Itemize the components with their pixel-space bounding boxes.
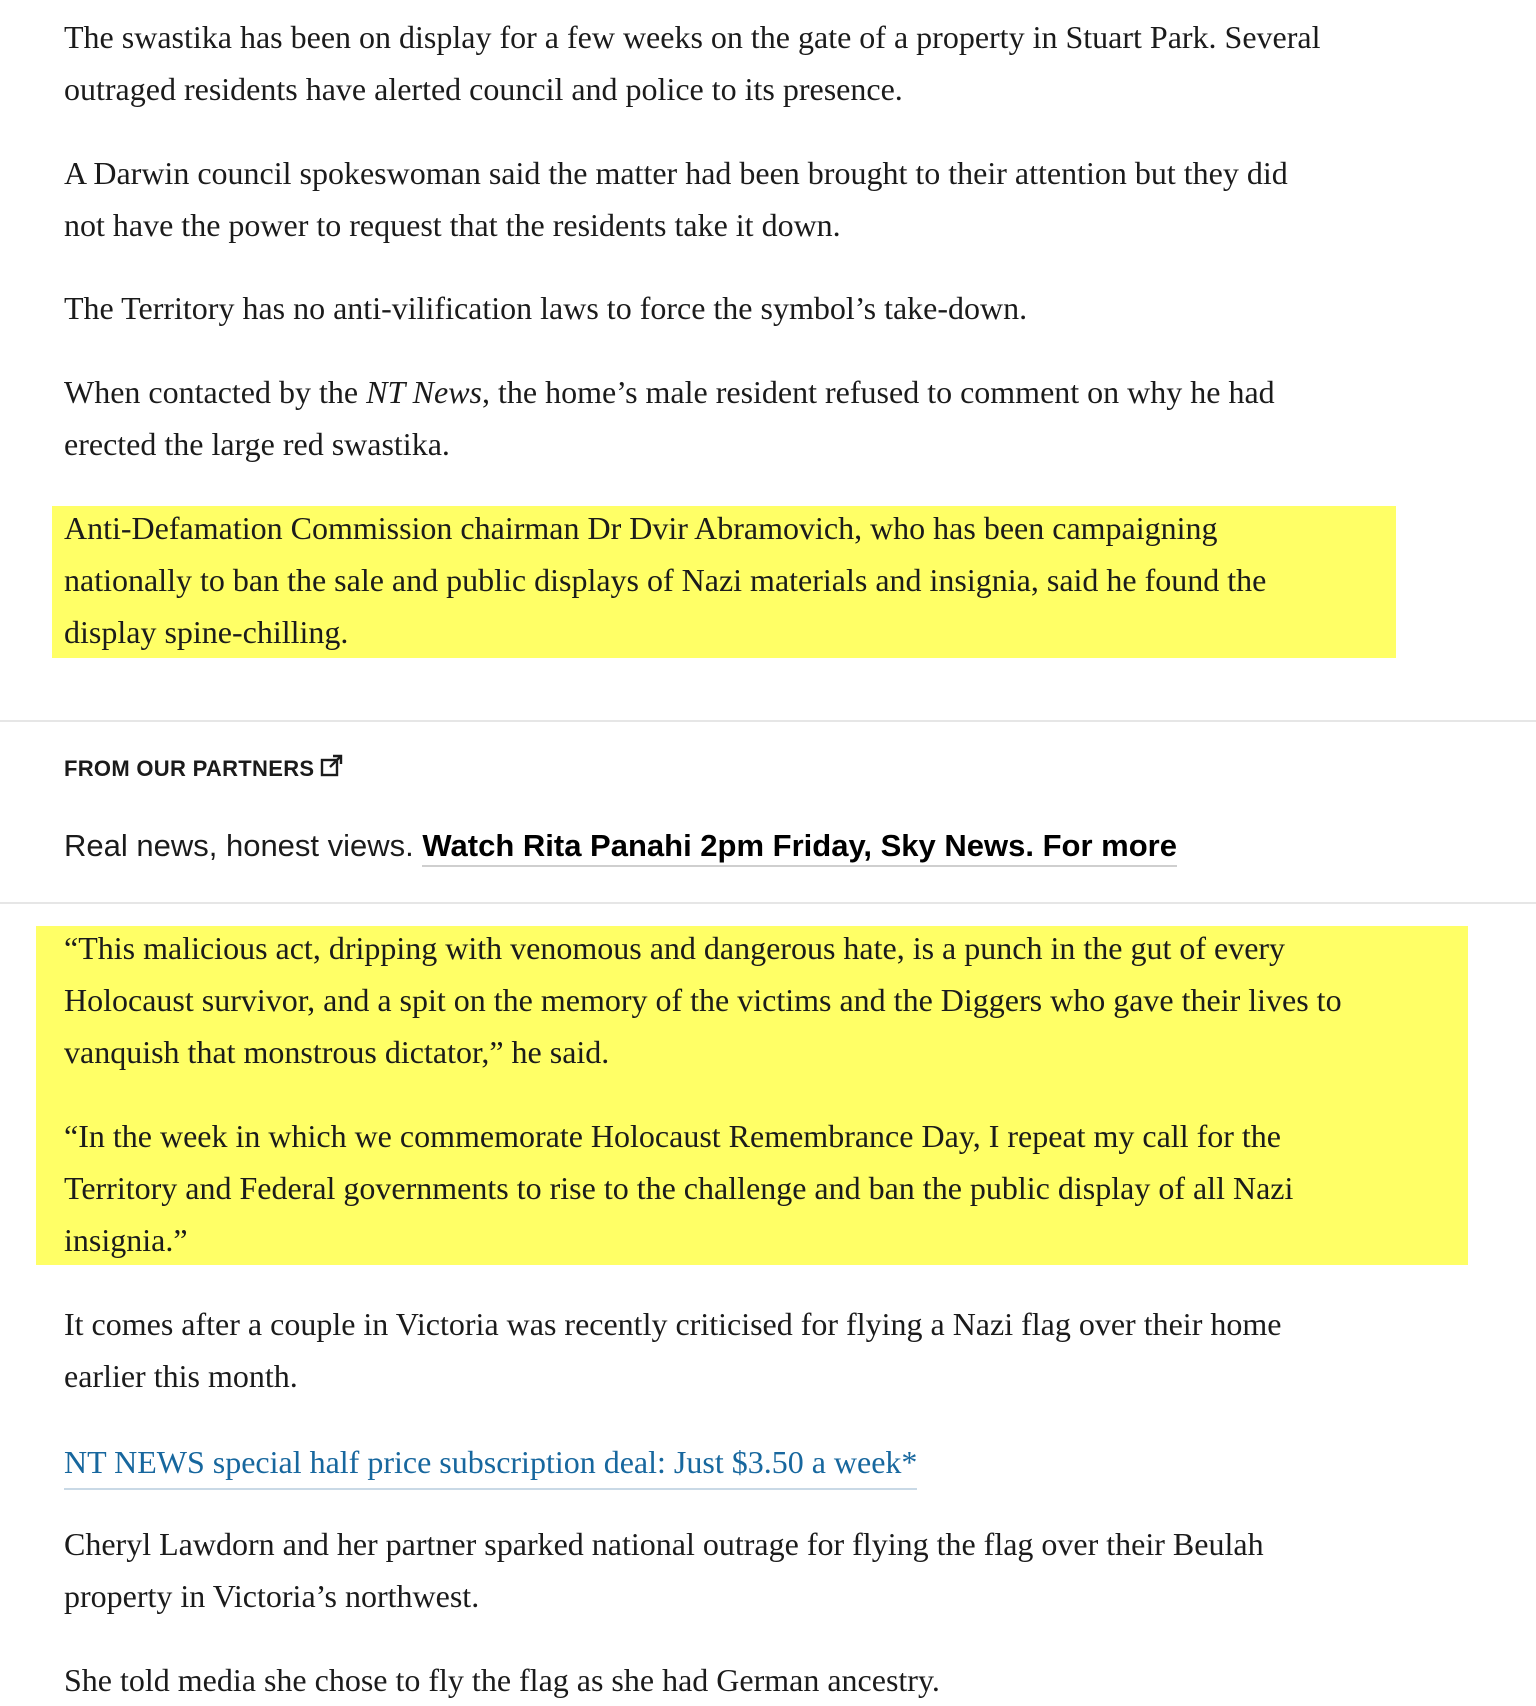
divider xyxy=(0,720,1536,722)
divider xyxy=(0,902,1536,904)
paragraph-line: A Darwin council spokeswoman said the matter had been brought to their attention but they did xyxy=(64,155,1288,191)
external-link-icon[interactable] xyxy=(320,754,344,778)
paragraph-lawdorn xyxy=(64,1518,1264,1622)
paragraph-line: The Territory has no anti-vilification laws to force the symbol’s take-down. xyxy=(64,290,1028,326)
paragraph-quote-malicious xyxy=(64,922,1342,1078)
paragraph-line: erected the large red swastika. xyxy=(64,426,450,462)
paragraph-line: Anti-Defamation Commission chairman Dr Dvir Abramovich, who has been campaigning xyxy=(64,510,1218,546)
subscription-deal-link[interactable]: NT NEWS special half price subscription deal: Just $3.50 a week* xyxy=(64,1436,917,1490)
paragraph-line xyxy=(64,366,1275,418)
paragraph-line: Cheryl Lawdorn and her partner sparked national outrage for flying the flag over their Beulah xyxy=(64,1526,1264,1562)
partner-promo xyxy=(64,820,1177,872)
promo-lead-text: Real news, honest views. xyxy=(64,828,423,863)
paragraph-text: When contacted by the xyxy=(64,374,367,410)
partner-promo-link[interactable]: Watch Rita Panahi 2pm Friday, Sky News. For more xyxy=(422,828,1177,867)
paragraph-council xyxy=(64,147,1288,251)
paragraph-line: Holocaust survivor, and a spit on the memory of the victims and the Diggers who gave their lives to xyxy=(64,982,1342,1018)
paragraph-line: “This malicious act, dripping with venomous and dangerous hate, is a punch in the gut of every xyxy=(64,930,1286,966)
paragraph-line: Territory and Federal governments to rise to the challenge and ban the public display of all Nazi xyxy=(64,1170,1294,1206)
partners-heading-label: FROM OUR PARTNERS xyxy=(64,756,315,781)
paragraph-line: She told media she chose to fly the flag as she had German ancestry. xyxy=(64,1662,940,1698)
paragraph-line: The swastika has been on display for a few weeks on the gate of a property in Stuart Park. Several xyxy=(64,19,1321,55)
paragraph-line: It comes after a couple in Victoria was recently criticised for flying a Nazi flag over their home xyxy=(64,1306,1282,1342)
paragraph-quote-remembrance xyxy=(64,1110,1293,1266)
paragraph-line: not have the power to request that the residents take it down. xyxy=(64,207,841,243)
paragraph-text: , the home’s male resident refused to comment on why he had xyxy=(482,374,1275,410)
paragraph-line: property in Victoria’s northwest. xyxy=(64,1578,480,1614)
paragraph-abramovich xyxy=(64,502,1266,658)
paragraph-stuart-park xyxy=(64,11,1321,115)
paragraph-line: outraged residents have alerted council and police to its presence. xyxy=(64,71,903,107)
paragraph-territory-laws xyxy=(64,282,1027,334)
paragraph-line: vanquish that monstrous dictator,” he said. xyxy=(64,1034,610,1070)
paragraph-line: display spine-chilling. xyxy=(64,614,349,650)
partners-heading xyxy=(64,756,344,782)
paragraph-line: “In the week in which we commemorate Holocaust Remembrance Day, I repeat my call for the xyxy=(64,1118,1281,1154)
paragraph-line: nationally to ban the sale and public displays of Nazi materials and insignia, said he found the xyxy=(64,562,1267,598)
paragraph-german-ancestry xyxy=(64,1654,940,1706)
publication-name: NT News xyxy=(366,374,482,410)
paragraph-victoria-couple xyxy=(64,1298,1281,1402)
paragraph-resident xyxy=(64,366,1275,470)
paragraph-line: earlier this month. xyxy=(64,1358,298,1394)
paragraph-line: insignia.” xyxy=(64,1222,188,1258)
